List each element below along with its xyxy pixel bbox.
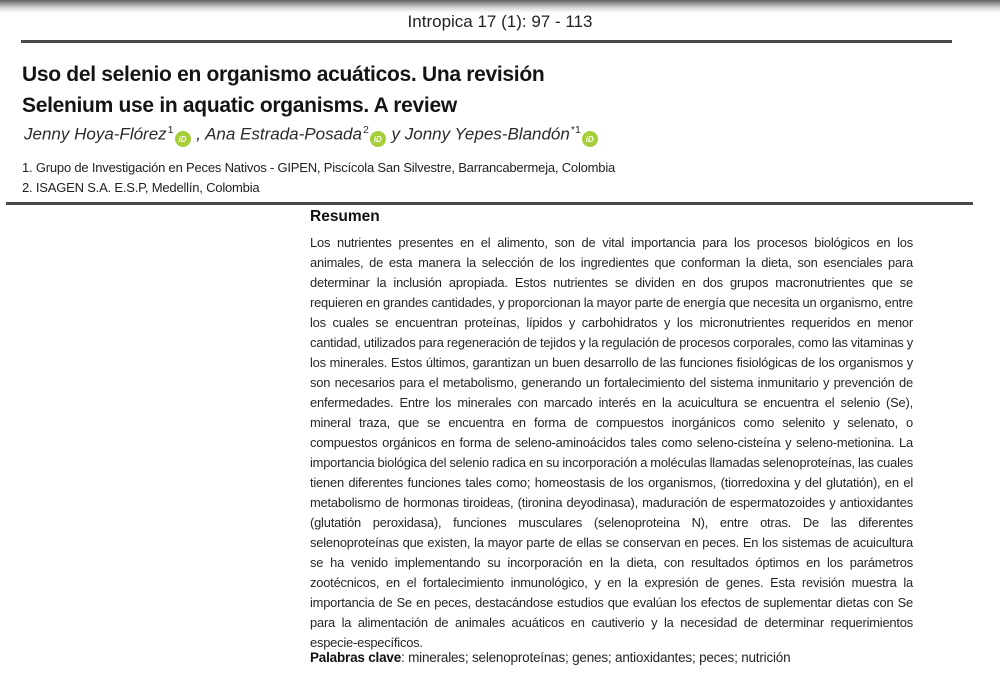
abstract-column xyxy=(310,208,913,665)
orcid-icon[interactable]: iD xyxy=(175,131,191,147)
abstract-text: Los nutrientes presentes en el alimento, son de vital importancia para los procesos biológicos en los animales, de esta manera la selección de los ingredientes que conforman la dieta, son esenciales para determinar la inclusión apropiada. Estos nutrientes se dividen en dos grupos macronutrientes que se requieren en grandes cantidades, y proporcionan la mayor parte de energía que necesita un organismo, entre los cuales se encuentran proteínas, lípidos y carbohidratos y los micronutrientes requeridos en menor cantidad, utilizados para regeneración de tejidos y la regulación de procesos corporales, como las vitaminas y los minerales. Estos últimos, garantizan un buen desarrollo de las funciones fisiológicas de los organismos y son necesarios para el metabolismo, generando un fortalecimiento del sistema inmunitario y prevención de enfermedades. Entre los minerales con marcado interés en la acuicultura se encuentra el selenio (Se), mineral traza, que se encuentra en forma de compuestos inorgánicos como selenito y selenato, o compuestos orgánicos en forma de seleno-aminoácidos tales como seleno-cisteína y seleno-metionina. La importancia biológica del selenio radica en su incorporación a moléculas llamadas selenoproteínas, las cuales tienen diferentes funciones tales como; homeostasis de los organismos, (tiorredoxina y del glutatión), en el metabolismo de hormonas tiroideas, (tironina deyodinasa), maduración de espermatozoides y antioxidantes (glutatión peroxidasa), funciones musculares (selenoproteina N), entre otras. De las diferentes selenoproteínas que existen, la mayor parte de ellas se conservan en peces. En los sistemas de acuicultura se ha venido implementando su incorporación en la dieta, con resultados óptimos en los parámetros zootécnicos, en el fortalecimiento inmunológico, y en la expresión de genes. Esta revisión muestra la importancia de Se en peces, destacándose estudios que evalúan los efectos de suplementar dietas con Se para la alimentación de animales acuáticos en cautiverio y la necesidad de determinar requerimientos especie-específicos. xyxy=(310,235,913,650)
orcid-icon[interactable]: iD xyxy=(582,131,598,147)
title-spanish: Uso del selenio en organismo acuáticos. Una revisión xyxy=(22,63,545,86)
header-divider xyxy=(21,40,952,43)
abstract-heading: Resumen xyxy=(310,208,380,225)
title-english: Selenium use in aquatic organisms. A review xyxy=(22,94,457,117)
author-3-affiliation-marker: *1 xyxy=(570,124,581,136)
author-2-affiliation-marker: 2 xyxy=(362,124,369,136)
keywords-value: : minerales; selenoproteínas; genes; antioxidantes; peces; nutrición xyxy=(401,650,791,665)
article-title xyxy=(22,59,722,121)
orcid-icon[interactable]: iD xyxy=(370,131,386,147)
author-name-1: Jenny Hoya-Flórez xyxy=(24,124,167,144)
affiliations-block xyxy=(22,158,722,198)
affiliation-1: 1. Grupo de Investigación en Peces Nativos - GIPEN, Piscícola San Silvestre, Barrancabermeja, Colombia xyxy=(22,160,616,175)
author-1-affiliation-marker: 1 xyxy=(167,124,174,136)
author-separator-2: y xyxy=(386,124,405,144)
keywords-line xyxy=(310,650,913,665)
journal-header: Intropica 17 (1): 97 - 113 xyxy=(407,12,593,31)
authors-line xyxy=(24,124,844,147)
keywords-label: Palabras clave xyxy=(310,650,402,665)
author-name-3: Jonny Yepes-Blandón xyxy=(404,124,570,144)
affiliation-2: 2. ISAGEN S.A. E.S.P, Medellín, Colombia xyxy=(22,180,260,195)
author-separator-1: , xyxy=(191,124,206,144)
affiliations-divider xyxy=(6,202,973,205)
author-name-2: Ana Estrada-Posada xyxy=(205,124,362,144)
